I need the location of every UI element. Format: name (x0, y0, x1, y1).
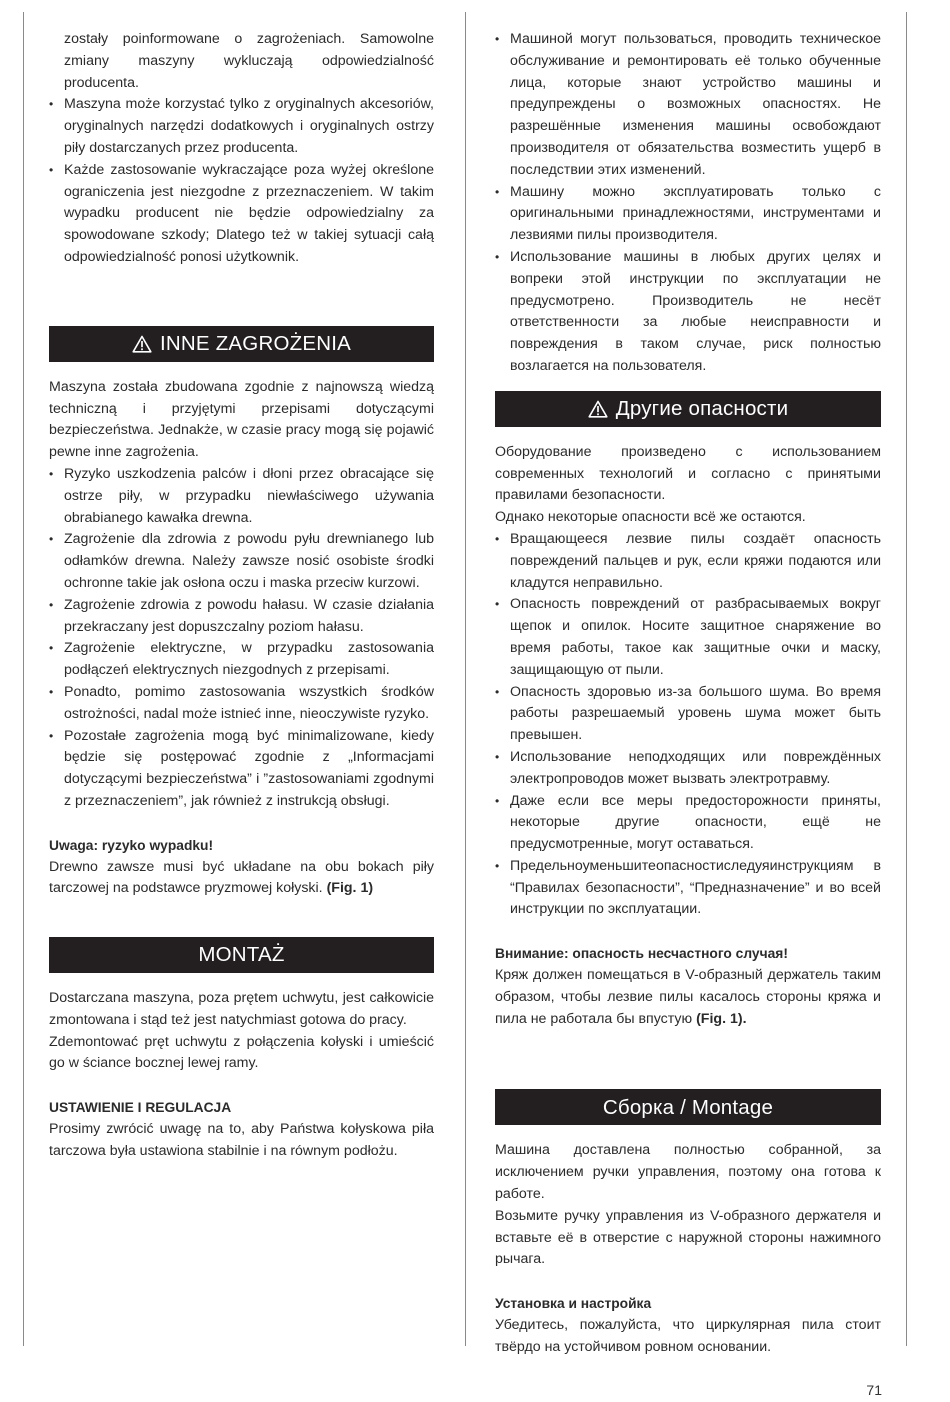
left-column-polish (49, 29, 434, 1163)
section-heading-montage (495, 1089, 881, 1125)
warning-paragraph (49, 857, 434, 901)
hazards-intro: Однако некоторые опасности всё же остаются. (495, 509, 806, 526)
warning-paragraph (495, 965, 881, 1030)
section-heading-text: Сборка / Montage (602, 1095, 774, 1119)
hazards-bullet-list (495, 529, 881, 921)
warning-triangle-icon (132, 335, 152, 353)
section-heading-text: INNE ZAGROŻENIA (160, 331, 351, 355)
intro-continuation: zostały poinformowane o zagrożeniach. Samowolne zmiany maszyny wykluczają odpowiedzialność producenta. (64, 31, 434, 91)
intro-bullet-list (49, 94, 434, 268)
montage-paragraph: Dostarczana maszyna, poza prętem uchwytu, jest całkowicie zmontowana i stąd też jest natychmiast gotowa do pracy. (49, 990, 434, 1028)
warning-text: Кряж должен помещаться в V-образный держатель таким образом, чтобы лезвие пилы касалось стороны кряжа и пила не работала бы впустую (495, 967, 881, 1027)
hazards-intro: Maszyna została zbudowana zgodnie z najnowszą wiedzą techniczną i przyjętymi przepisami dotyczącymi bezpieczeństwa. Jednakże, w czasie pracy mogą się pojawić pewne inne zagrożenia. (49, 378, 434, 461)
setup-text: Prosimy zwrócić uwagę na to, aby Państwa kołyskowa piła tarczowa była ustawiona stabilnie i na równym podłożu. (49, 1121, 434, 1159)
section-heading-text: MONTAŻ (198, 943, 285, 967)
list-item: • Zagrożenie zdrowia z powodu hałasu. W czasie działania przekraczany jest dopuszczalny poziom hałasu. (49, 595, 434, 639)
list-item: • Każde zastosowanie wykraczające poza wyżej określone ograniczenia jest niezgodne z przeznaczeniem. W takim wypadku producent nie będzie odpowiedzialny za spowodowane szkody; Dlatego też w takiej sytuacji całą odpowiedzialność ponosi użytkownik. (49, 160, 434, 269)
list-item: • Pozostałe zagrożenia mogą być minimalizowane, kiedy będzie się postępować zgodnie z „Informacjami dotyczącymi bezpieczeństwa” i ”zastosowaniami zgodnymi z przeznaczeniem”, jak również z instrukcją obsługi. (49, 726, 434, 813)
montage-paragraph: Машина доставлена полностью собранной, за исключением ручки управления, поэтому она готова к работе. (495, 1142, 881, 1203)
montage-paragraph: Zdemontować pręt uchwytu z połączenia kołyski i umieścić go w ściance bocznej lewej ramy. (49, 1033, 434, 1072)
list-item: • Опасность здоровью из-за большого шума. Во время работы разрешаемый уровень шума может быть превышен. (495, 682, 881, 747)
list-item: • Вращающееся лезвие пилы создаёт опасность повреждений пальцев и рук, если кряжи подаются или кладутся неправильно. (495, 529, 881, 594)
figure-reference: (Fig. 1). (696, 1010, 747, 1027)
list-item: • Zagrożenie dla zdrowia z powodu pyłu drewnianego lub odłamków drewna. Należy zawsze nosić osobiste środki ochronne takie jak osłona oczu i maska przeciw kurzowi. (49, 529, 434, 594)
section-heading-text: Другие опасности (615, 396, 789, 420)
list-item: • Использование неподходящих или повреждённых электропроводов может вызвать электротравму. (495, 747, 881, 791)
list-item: • Maszyna może korzystać tylko z oryginalnych akcesoriów, oryginalnych narzędzi dodatkowych i oryginalnych ostrzy piły dostarczanych przez producenta. (49, 94, 434, 159)
list-item: • Ponadto, pomimo zastosowania wszystkich środków ostrożności, nadal może istnieć inne, nieoczywiste ryzyko. (49, 682, 434, 726)
hazards-intro: Оборудование произведено с использованием современных технологий и согласно с принятыми правилами безопасности. (495, 443, 881, 504)
section-heading-montage (49, 937, 434, 973)
list-item: • Ryzyko uszkodzenia palców i dłoni przez obracające się ostrze piły, w przypadku niewłaściwego używania obrabianego kawałka drewna. (49, 464, 434, 529)
hazards-bullet-list (49, 464, 434, 813)
page-number: 71 (866, 1382, 882, 1398)
setup-title: Установка и настройка (495, 1296, 652, 1312)
warning-title: Uwaga: ryzyko wypadku! (49, 837, 214, 853)
list-item: • Машину можно эксплуатировать только с оригинальными принадлежностями, инструментами и лезвиями пилы производителя. (495, 182, 881, 247)
right-margin-rule (906, 12, 907, 1346)
list-item: • Машиной могут пользоваться, проводить техническое обслуживание и ремонтировать её только обученные лица, которые знают устройство машины и предупреждены о возможных опасностях. Не разрешённые изменения машины освобождают производителя от обязательства возместить ущерб в последствии этих изменений. (495, 29, 881, 182)
setup-text: Убедитесь, пожалуйста, что циркулярная пила стоит твёрдо на устойчивом ровном основании. (495, 1317, 881, 1355)
warning-triangle-icon (588, 400, 608, 418)
setup-title: USTAWIENIE I REGULACJA (49, 1100, 232, 1116)
left-margin-rule (23, 12, 24, 1346)
list-item: • Даже если все меры предосторожности приняты, некоторые другие опасности, ещё не предусмотренные, могут оставаться. (495, 791, 881, 856)
section-heading-other-hazards (495, 391, 881, 427)
list-item: • Zagrożenie elektryczne, w przypadku zastosowania podłączeń elektrycznych niezgodnych z przepisami. (49, 638, 434, 682)
figure-reference: (Fig. 1) (326, 880, 374, 897)
warning-text: Drewno zawsze musi być układane na obu bokach piły tarczowej na podstawce pryzmowej kołyski. (49, 858, 434, 897)
intro-bullet-list (495, 29, 881, 378)
list-item: • Предельноуменьшитеопасностиследуяинструкциям в “Правилах безопасности”, “Предназначение” и во всей инструкции по эксплуатации. (495, 856, 881, 921)
section-heading-other-hazards (49, 326, 434, 362)
list-item: • Опасность повреждений от разбрасываемых вокруг щепок и опилок. Носите защитное снаряжение во время работы, такое как защитные очки и маску, защищающую от пыли. (495, 594, 881, 681)
warning-title: Внимание: опасность несчастного случая! (495, 946, 788, 962)
center-column-rule (465, 12, 466, 1346)
montage-paragraph: Возьмите ручку управления из V-образного держателя и вставьте её в отверстие с наружной стороны нажимного рычага. (495, 1207, 881, 1268)
right-column-russian (495, 29, 881, 1359)
list-item: • Использование машины в любых других целях и вопреки этой инструкции по эксплуатации не предусмотрено. Производитель не несёт ответственности за любые неисправности и повреждения в таком случае, риск полностью возлагается на пользователя. (495, 247, 881, 378)
